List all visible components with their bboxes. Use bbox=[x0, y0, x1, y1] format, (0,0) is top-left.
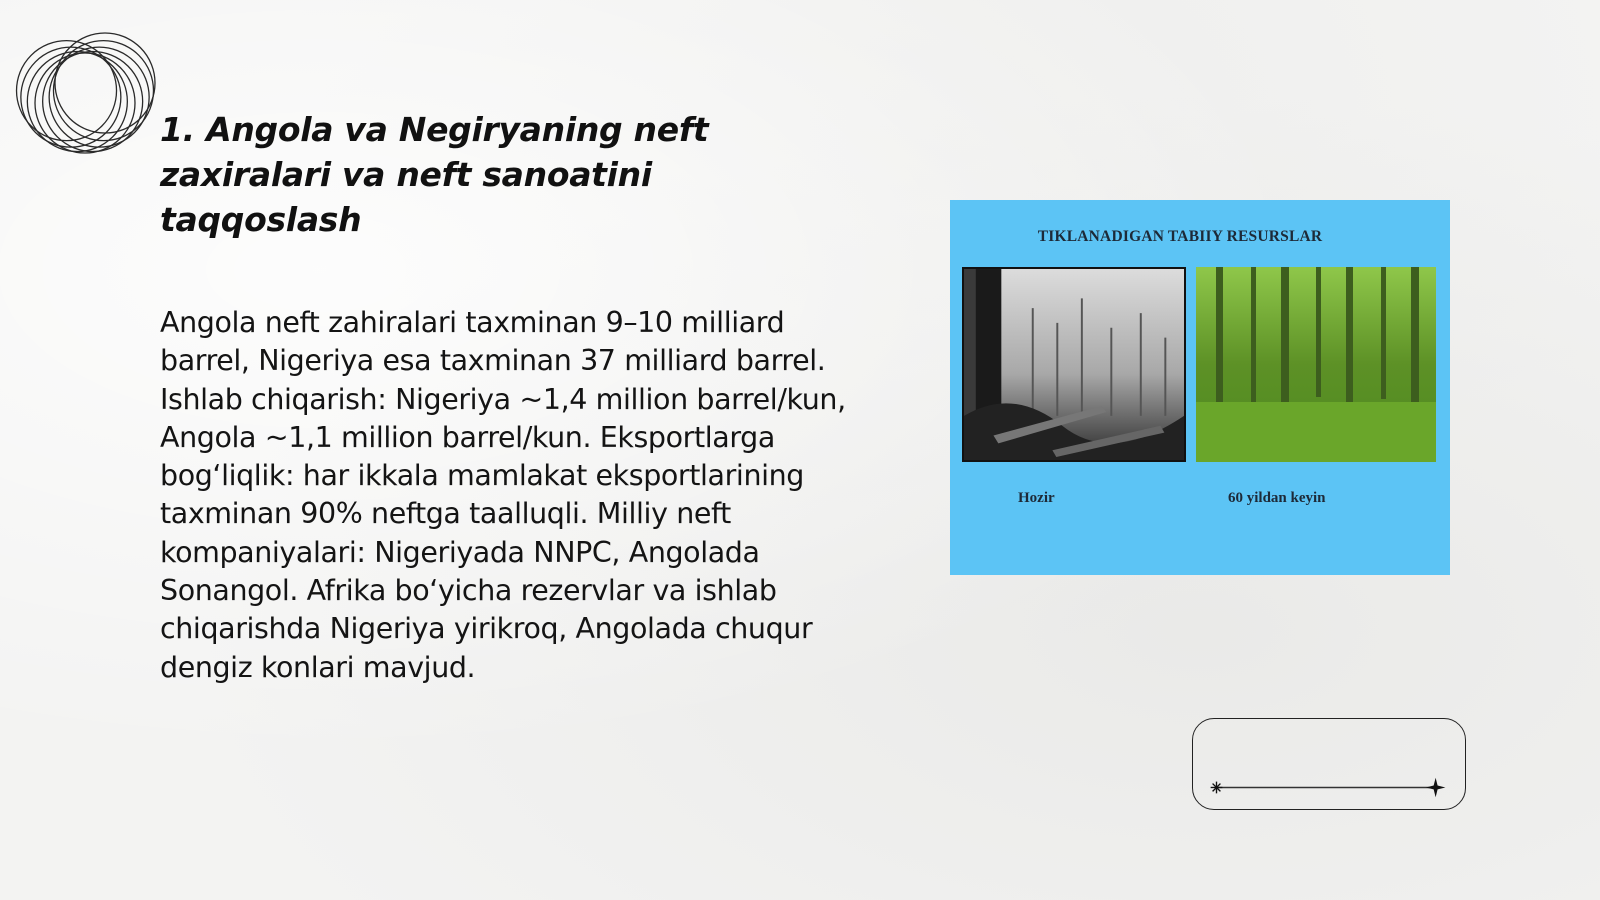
renewable-resources-picture bbox=[950, 200, 1450, 575]
green-forest-photo bbox=[1196, 267, 1436, 462]
slide-title: 1. Angola va Negiryaning neft zaxiralari va neft sanoatini taqqoslash bbox=[160, 110, 709, 239]
deforested-land-photo bbox=[962, 267, 1186, 462]
picture-heading: TIKLANADIGAN TABIIY RESURSLAR bbox=[1037, 228, 1323, 245]
four-point-star-icon bbox=[1426, 778, 1446, 798]
knot-ring bbox=[17, 41, 117, 141]
decorative-slider-frame bbox=[1192, 718, 1466, 810]
caption-now: Hozir bbox=[1018, 490, 1055, 506]
caption-later: 60 yildan keyin bbox=[1228, 490, 1326, 506]
sparkle-burst-icon bbox=[1211, 782, 1223, 794]
circular-knot-icon bbox=[10, 8, 160, 158]
slide-body-text: Angola neft zahiralari taxminan 9–10 milliard barrel, Nigeriya esa taxminan 37 milliard barrel. Ishlab chiqarish: Nigeriya ~1,4 million barrel/kun, Angola ~1,1 million barrel/kun. Eksportlarga bog‘liqlik: har ikkala mamlakat eksportlarining taxminan 90% neftga taalluqli. Milliy neft kompaniyalari: Nigeriyada NNPC, Angolada Sonangol. Afrika bo‘yicha rezervlar va ishlab chiqarishda Nigeriya yirikroq, Angolada chuqur dengiz konlari mavjud. bbox=[160, 306, 846, 684]
